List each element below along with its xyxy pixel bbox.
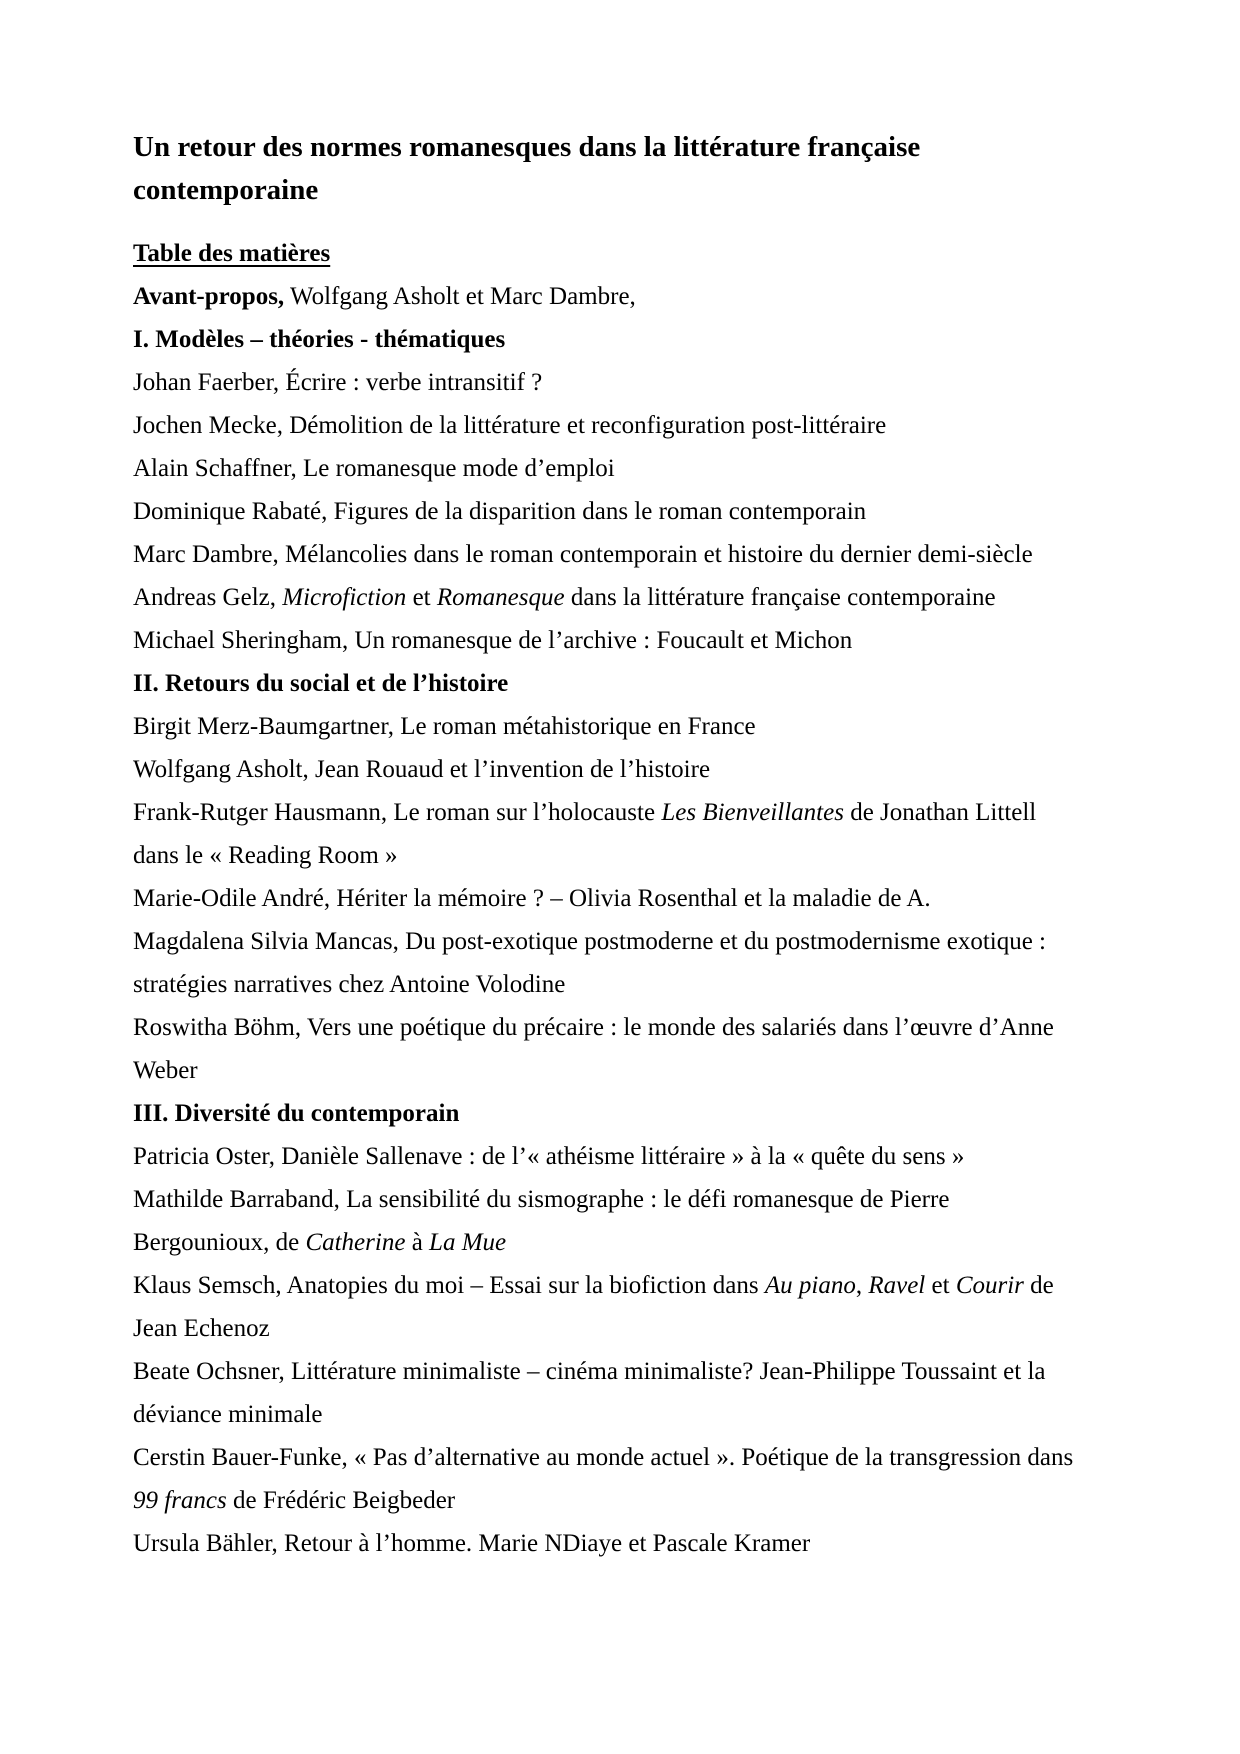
text-segment: 99 francs — [133, 1487, 227, 1514]
toc-entry-line — [133, 1350, 1120, 1393]
toc-entry-line — [133, 1221, 1120, 1264]
text-segment: I. Modèles – théories - thématiques — [133, 326, 506, 353]
toc-entry-line — [133, 1436, 1120, 1479]
text-segment: Beate Ochsner, Littérature minimaliste – cinéma minimaliste? Jean-Philippe Toussaint et la — [133, 1358, 1046, 1385]
text-segment: Magdalena Silvia Mancas, Du post-exotique postmoderne et du postmodernisme exotique : — [133, 928, 1047, 955]
toc-entry-line — [133, 1135, 1120, 1178]
document-lines — [133, 126, 1120, 1565]
toc-entry-line — [133, 920, 1120, 963]
toc-entry-line — [133, 447, 1120, 490]
text-segment: Au piano — [764, 1272, 856, 1299]
text-segment: de Frédéric Beigbeder — [226, 1487, 456, 1514]
toc-entry-line — [133, 361, 1120, 404]
text-segment: Microfiction — [282, 584, 407, 611]
text-segment: Courir — [955, 1272, 1024, 1299]
text-segment: II. Retours du social et de l’histoire — [133, 670, 509, 697]
text-segment: Catherine — [305, 1229, 406, 1256]
text-segment: Michael Sheringham, Un romanesque de l’archive : Foucault et Michon — [133, 627, 853, 654]
text-segment: Jean Echenoz — [133, 1315, 270, 1342]
text-segment: Ursula Bähler, Retour à l’homme. Marie NDiaye et Pascale Kramer — [133, 1530, 811, 1557]
toc-entry-line — [133, 619, 1120, 662]
text-segment: contemporaine — [133, 174, 319, 206]
toc-entry-line — [133, 705, 1120, 748]
text-segment: Dominique Rabaté, Figures de la disparition dans le roman contemporain — [133, 498, 867, 525]
text-segment: Romanesque — [436, 584, 565, 611]
text-segment: Avant-propos, — [133, 283, 285, 310]
document-title-line — [133, 169, 1120, 212]
section-heading — [133, 1092, 1120, 1135]
text-segment: Klaus Semsch, Anatopies du moi – Essai sur la biofiction dans — [133, 1272, 765, 1299]
text-segment: Birgit Merz-Baumgartner, Le roman métahistorique en France — [133, 713, 756, 740]
text-segment: Weber — [133, 1057, 198, 1084]
text-segment: à — [405, 1229, 430, 1256]
text-segment: Marc Dambre, Mélancolies dans le roman contemporain et histoire du dernier demi-siècle — [133, 541, 1033, 568]
text-segment: de Jonathan Littell — [843, 799, 1037, 826]
toc-entry-line — [133, 748, 1120, 791]
text-segment: La Mue — [429, 1229, 507, 1256]
text-segment: stratégies narratives chez Antoine Volodine — [133, 971, 566, 998]
toc-entry-line — [133, 963, 1120, 1006]
toc-entry-line — [133, 1393, 1120, 1436]
toc-entry-line — [133, 1479, 1120, 1522]
toc-entry-line — [133, 1264, 1120, 1307]
toc-entry-line — [133, 576, 1120, 619]
toc-entry-line — [133, 1178, 1120, 1221]
text-segment: dans le « Reading Room » — [133, 842, 398, 869]
text-segment: Wolfgang Asholt, Jean Rouaud et l’invention de l’histoire — [133, 756, 711, 783]
text-segment: Alain Schaffner, Le romanesque mode d’emploi — [133, 455, 615, 482]
toc-entry-line — [133, 404, 1120, 447]
text-segment: déviance minimale — [133, 1401, 323, 1428]
text-segment: Marie-Odile André, Hériter la mémoire ? – Olivia Rosenthal et la maladie de A. — [133, 885, 931, 912]
text-segment: Johan Faerber, Écrire : verbe intransitif ? — [133, 369, 543, 396]
toc-entry-line — [133, 1307, 1120, 1350]
toc-entry-line — [133, 533, 1120, 576]
toc-entry-line — [133, 1049, 1120, 1092]
text-segment: dans la littérature française contemporaine — [564, 584, 996, 611]
text-segment: Roswitha Böhm, Vers une poétique du précaire : le monde des salariés dans l’œuvre d’Anne — [133, 1014, 1054, 1041]
text-segment: , — [855, 1272, 869, 1299]
section-heading — [133, 318, 1120, 361]
document-title-line — [133, 126, 1120, 169]
toc-entry-line — [133, 1522, 1120, 1565]
text-segment: Wolfgang Asholt et Marc Dambre, — [284, 283, 636, 310]
toc-entry-line — [133, 791, 1120, 834]
text-segment: Bergounioux, de — [133, 1229, 306, 1256]
text-segment: III. Diversité du contemporain — [133, 1100, 460, 1127]
text-segment: de — [1023, 1272, 1054, 1299]
text-segment: Andreas Gelz, — [133, 584, 283, 611]
text-segment: Frank-Rutger Hausmann, Le roman sur l’holocauste — [133, 799, 662, 826]
toc-entry-line — [133, 275, 1120, 318]
text-segment: Table des matières — [133, 240, 331, 267]
text-segment: Ravel — [868, 1272, 926, 1299]
text-segment: Les Bienveillantes — [661, 799, 844, 826]
text-segment: Patricia Oster, Danièle Sallenave : de l’« athéisme littéraire » à la « quête du sens » — [133, 1143, 965, 1170]
text-segment: Jochen Mecke, Démolition de la littérature et reconfiguration post-littéraire — [133, 412, 887, 439]
section-heading — [133, 662, 1120, 705]
toc-entry-line — [133, 490, 1120, 533]
text-segment: Mathilde Barraband, La sensibilité du sismographe : le défi romanesque de Pierre — [133, 1186, 950, 1213]
text-segment: et — [925, 1272, 956, 1299]
toc-heading — [133, 232, 1120, 275]
toc-entry-line — [133, 1006, 1120, 1049]
text-segment: Un retour des normes romanesques dans la littérature française — [133, 131, 921, 163]
text-segment: et — [406, 584, 437, 611]
toc-entry-line — [133, 834, 1120, 877]
toc-entry-line — [133, 877, 1120, 920]
text-segment: Cerstin Bauer-Funke, « Pas d’alternative au monde actuel ». Poétique de la transgression dans — [133, 1444, 1074, 1471]
